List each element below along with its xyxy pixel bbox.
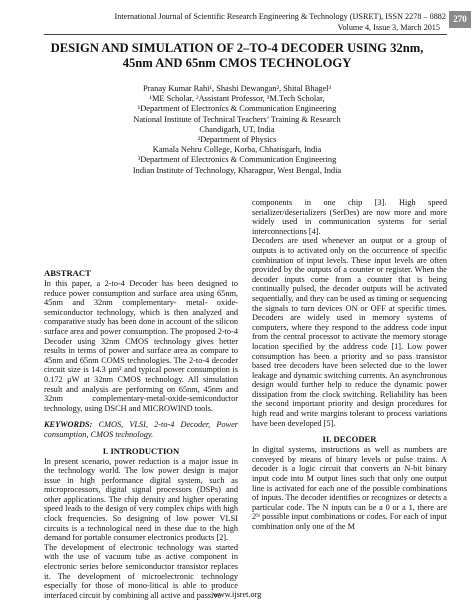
abstract-text: In this paper, a 2-to-4 Decoder has been designed to reduce power consumption and surface area using 65nm, 45nm and 32nm complementary- metal- oxide-semiconductor technology, which is then analyzed and comparative study has been done in account of the silicon surface area and power consumption. The proposed 2-to-4 Decoder using 32nm CMOS technology gives better results in terms of power and surface area as compare to 45nm and 65nm COMS technologies. The 2-to-4 decoder circuit size is 14.3 μm² and typical power consumption is 0.172 μW at 32nm CMOS technology. All simulation result and analysis are performing on 65nm, 45nm and 32nm complementary-metal-oxide-semiconductor technology, using DSCH and MICROWIND tools.	[44, 279, 238, 413]
intro-paragraph: The development of electronic technology was started with the use of vacuum tube as active component in electronic series before semiconductor transistor replaces it. The development of microelectronic technology especially for those of mono-litical is able to produce interfaced circuit by combining all active and passive	[44, 542, 238, 600]
volume-line: Volume 4, Issue 3, March 2015	[337, 23, 440, 32]
keywords-label: KEYWORDS:	[44, 420, 93, 430]
author-line: ¹Department of Electronics & Communication Engineering	[137, 104, 337, 114]
author-line: ³Department of Electronics & Communication Engineering	[137, 155, 337, 165]
introduction-heading: I. INTRODUCTION	[102, 445, 180, 456]
left-column	[44, 268, 238, 600]
body-paragraph: Decoders are used whenever an output or a group of outputs is to activated only on the occurrence of specific combination of input levels. These input levels are often provided by the outputs of a counter or register. When the decoder inputs come from a counter that is being continually pulsed, the decoder outputs will be activated sequentially, and they can be used as timing or sequencing the signals to turn devices ON or OFF at specific times. Decoders are widely used in memory systems of computers, where they respond to the address code input from the central processor to activate the memory storage location specified by the address code [1]. Low power consumption has been a priority and so pass transistor based tree decoders have been selected due to the lower leakage and dynamic switching currents. An asynchronous design would further help to reduce the dynamic power dissipation from the clock switching. Reliability has been the second important priority and design procedures for high read and write margins tolerant to process variations have been developed [5].	[252, 236, 447, 428]
right-column	[252, 198, 447, 532]
title-line: 45nm AND 65nm CMOS TECHNOLOGY	[122, 56, 352, 70]
author-line: Pranay Kumar Rahi¹, Shashi Dewangan², Shital Bhagel³	[142, 84, 332, 93]
author-line: Kamala Nehru College, Korba, Chhatisgarh, India	[152, 145, 322, 155]
keywords-text: CMOS, VLSI, 2-to-4 Decoder, Power consumption, CMOS technology.	[44, 420, 238, 439]
author-line: ²Department of Physics	[197, 135, 277, 145]
title-line: DESIGN AND SIMULATION OF 2–TO-4 DECODER USING 32nm,	[50, 41, 424, 55]
author-block	[30, 84, 444, 176]
abstract-heading: ABSTRACT	[44, 268, 91, 278]
paper-title	[30, 41, 444, 71]
author-line: National Institute of Technical Teachers’ Training & Research	[133, 114, 341, 124]
footer-url: www.ijsret.org	[212, 590, 262, 599]
header-rule	[44, 34, 447, 35]
page-number-badge: 270	[449, 11, 471, 28]
journal-header: International Journal of Scientific Research Engineering & Technology (IJSRET), ISSN 2278 – 0882	[114, 12, 446, 21]
body-paragraph: components in one chip [3]. High speed serializer/deserializers (SerDes) are now more and more widely used in communication systems for serial interconnections [4].	[252, 198, 447, 236]
keywords	[44, 420, 238, 439]
intro-paragraph: In present scenario, power reduction is a major issue in the technology world. The low power design is major issue in high performance digital system, such as microprocessors, digital signal processors (DSPs) and other applications. The chip density and higher operating speed leads to the design of very complex chips with high clock frequencies. So designing of low power VLSI circuits is a technological need in these due to the high demand for portable consumer electronics products [2].	[44, 456, 238, 543]
decoder-heading: II. DECODER	[322, 434, 377, 445]
author-line: Chandigarh, UT, India	[199, 124, 275, 134]
decoder-paragraph: In digital systems, instructions as well as numbers are conveyed by means of binary levels or pulse trains. A decoder is a logic circuit that converts an N-bit binary input code into M output lines such that only one output line is activated for each one of the possible combinations of inputs. The decoder identifies or recognizes or detects a particular code. The N inputs can be a 0 or a 1, there are 2ᴺ possible input combinations or codes. For each of input combination only one of the M	[252, 445, 447, 531]
author-line: ¹ME Scholar, ²Assistant Professor, ³M.Tech Scholar,	[149, 94, 325, 104]
author-line: Indian Institute of Technology, Kharagpur, West Bengal, India	[132, 165, 342, 175]
